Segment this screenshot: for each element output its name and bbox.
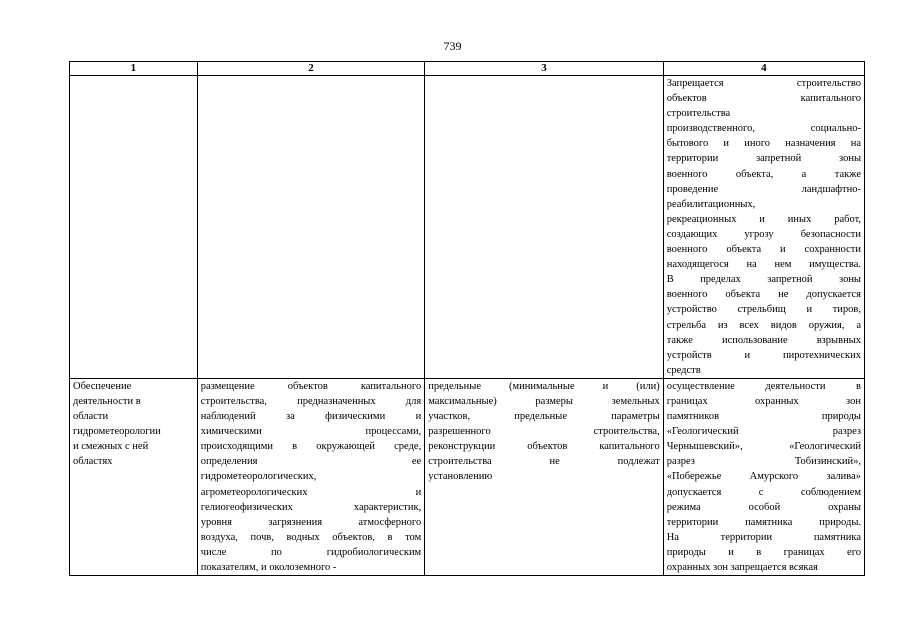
- text-line: максимальные) размеры земельных: [428, 395, 660, 407]
- restrictions-text: [667, 379, 861, 575]
- text-line: и смежных с ней: [73, 441, 149, 453]
- text-line: средств: [666, 364, 701, 376]
- text-line: военного объекта и сохранности: [666, 244, 861, 256]
- row1-col3-cell: [425, 76, 663, 379]
- text-line: гидрометеорологии: [73, 426, 161, 438]
- table-row: [70, 76, 865, 379]
- land-use-type-text: [73, 379, 194, 470]
- text-line: допускается с соблюдением: [666, 486, 861, 498]
- text-line: военного объекта не допускается: [666, 289, 861, 301]
- text-line: памятников природы: [666, 411, 861, 423]
- text-line: деятельности в: [73, 395, 141, 407]
- text-line: устройств и пиротехнических: [666, 349, 861, 361]
- text-line: размещение объектов капитального: [200, 380, 422, 392]
- text-line: устройство стрельбищ и тиров,: [666, 304, 861, 316]
- text-line: территории памятника природы.: [666, 516, 861, 528]
- text-line: разрез Тобизинский»,: [666, 456, 861, 468]
- text-line: агрометеорологических и: [200, 486, 422, 498]
- header-col-3: 3: [425, 62, 663, 76]
- header-col-2: 2: [197, 62, 424, 76]
- restriction-text: [667, 76, 861, 378]
- row2-col2-cell: [197, 378, 424, 575]
- text-line: строительства: [666, 108, 731, 120]
- text-line: природы и в границах его: [666, 546, 861, 558]
- text-line: строительства не подлежат: [428, 456, 660, 468]
- header-col-4: 4: [663, 62, 864, 76]
- text-line: числе по гидробиологическим: [200, 546, 422, 558]
- text-line: химическими процессами,: [200, 426, 422, 438]
- text-line: охранных зон запрещается всякая: [666, 562, 818, 573]
- text-line: области: [73, 411, 109, 423]
- text-line: территории запретной зоны: [666, 153, 861, 165]
- text-line: разрешенного строительства,: [428, 426, 660, 438]
- use-description-text: [201, 379, 421, 575]
- text-line: происходящими в окружающей среде,: [200, 441, 422, 453]
- text-line: также использование взрывных: [666, 334, 861, 346]
- text-line: строительства, предназначенных для: [200, 395, 422, 407]
- text-line: Запрещается строительство: [666, 78, 861, 89]
- row1-col2-cell: [197, 76, 424, 379]
- text-line: рекреационных и иных работ,: [666, 213, 861, 225]
- text-line: реабилитационных,: [666, 198, 756, 210]
- text-line: «Геологический разрез: [666, 426, 861, 438]
- text-line: осуществление деятельности в: [666, 380, 861, 392]
- text-line: предельные (минимальные и (или): [428, 380, 660, 392]
- header-col-1: 1: [70, 62, 198, 76]
- text-line: бытового и иного назначения на: [666, 138, 861, 150]
- text-line: границах охранных зон: [666, 395, 861, 407]
- table-row: [70, 378, 865, 575]
- text-line: На территории памятника: [666, 531, 861, 543]
- row1-col4-cell: [663, 76, 864, 379]
- page-number: 739: [443, 39, 462, 53]
- row2-col3-cell: [425, 378, 663, 575]
- text-line: производственного, социально-: [666, 123, 861, 135]
- text-line: показателям, и околоземного -: [200, 562, 337, 573]
- text-line: определения ее: [200, 456, 422, 468]
- text-line: установлению: [428, 471, 493, 483]
- text-line: наблюдений за физическими и: [200, 411, 422, 423]
- parameters-text: [428, 379, 659, 485]
- text-line: гидрометеорологических,: [200, 471, 317, 483]
- text-line: реконструкции объектов капитального: [428, 441, 660, 453]
- text-line: В пределах запретной зоны: [666, 274, 861, 286]
- table-header-row: [70, 62, 865, 76]
- text-line: проведение ландшафтно-: [666, 183, 861, 195]
- text-line: создающих угрозу безопасности: [666, 228, 861, 240]
- row2-col1-cell: [70, 378, 198, 575]
- text-line: уровня загрязнения атмосферного: [200, 516, 422, 528]
- text-line: «Побережье Амурского залива»: [666, 471, 861, 483]
- text-line: находящегося на нем имущества.: [666, 259, 861, 271]
- text-line: Обеспечение: [73, 380, 132, 392]
- text-line: объектов капитального: [666, 93, 861, 105]
- text-line: областях: [73, 456, 113, 468]
- text-line: гелиогеофизических характеристик,: [200, 501, 422, 513]
- text-line: военного объекта, а также: [666, 168, 861, 180]
- row1-col1-cell: [70, 76, 198, 379]
- text-line: воздуха, почв, водных объектов, в том: [200, 531, 422, 543]
- regulation-table: [69, 61, 865, 576]
- text-line: Чернышевский», «Геологический: [666, 441, 861, 453]
- text-line: стрельба из всех видов оружия, а: [666, 319, 861, 331]
- text-line: участков, предельные параметры: [428, 411, 660, 423]
- text-line: режима особой охраны: [666, 501, 861, 513]
- row2-col4-cell: [663, 378, 864, 575]
